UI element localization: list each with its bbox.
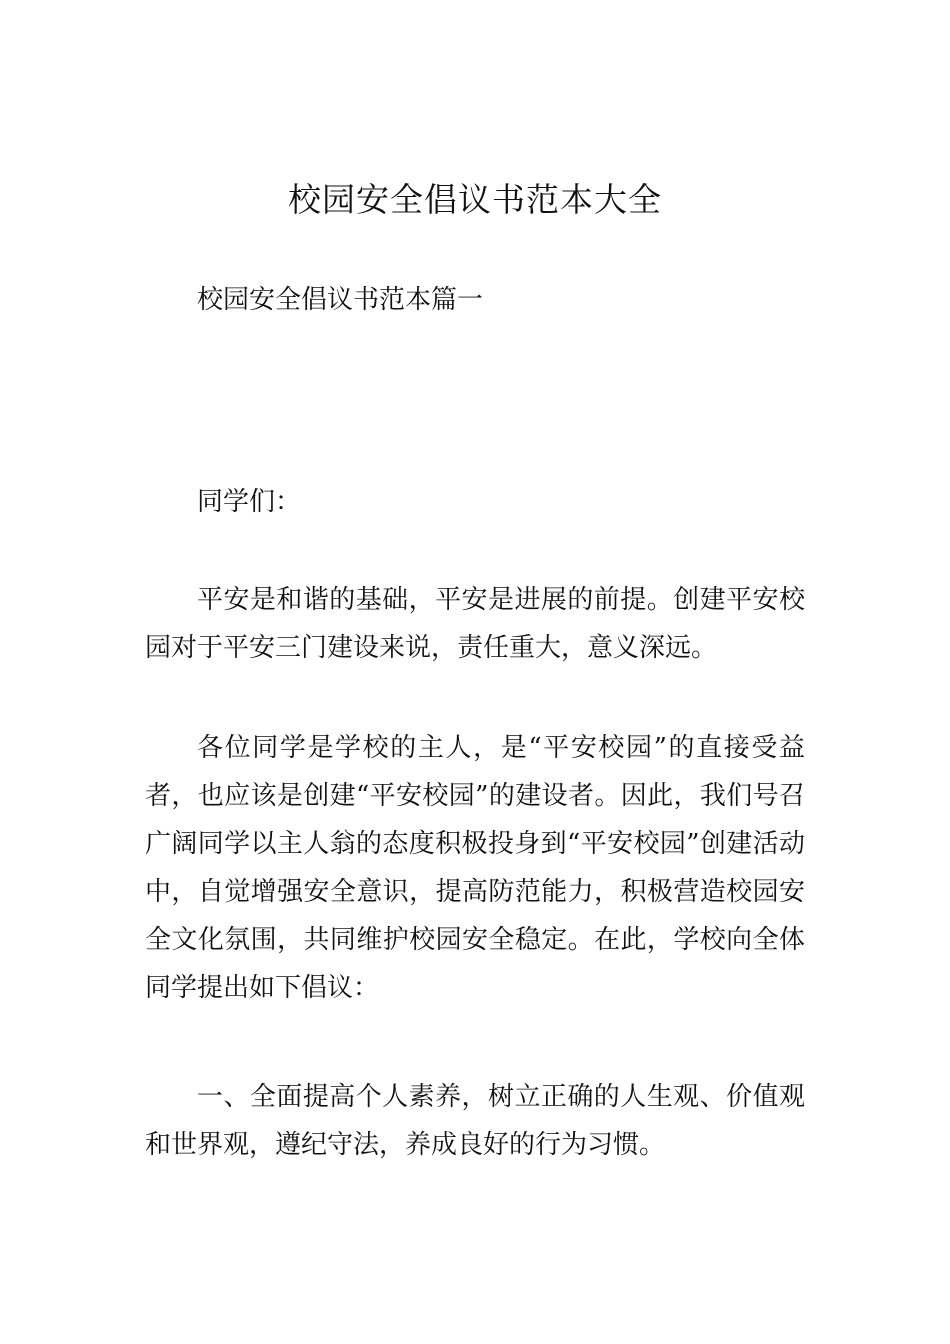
- section-subtitle: 校园安全倡议书范本篇一: [197, 285, 484, 315]
- document-title: 校园安全倡议书范本大全: [288, 180, 662, 219]
- paragraph-3: 一、全面提高个人素养，树立正确的人生观、价值观和世界观，遵纪守法，养成良好的行为习惯。: [145, 1082, 805, 1160]
- paragraph-2: 各位同学是学校的主人，是“平安校园”的直接受益者，也应该是创建“平安校园”的建设者。因此，我们号召广阔同学以主人翁的态度积极投身到“平安校园”创建活动中，自觉增强安全意识，提高防范能力，积极营造校园安全文化氛围，共同维护校园安全稳定。在此，学校向全体同学提出如下倡议：: [145, 733, 805, 1003]
- greeting: 同学们：: [197, 487, 302, 517]
- paragraph-1: 平安是和谐的基础，平安是进展的前提。创建平安校园对于平安三门建设来说，责任重大，意义深远。: [145, 585, 805, 663]
